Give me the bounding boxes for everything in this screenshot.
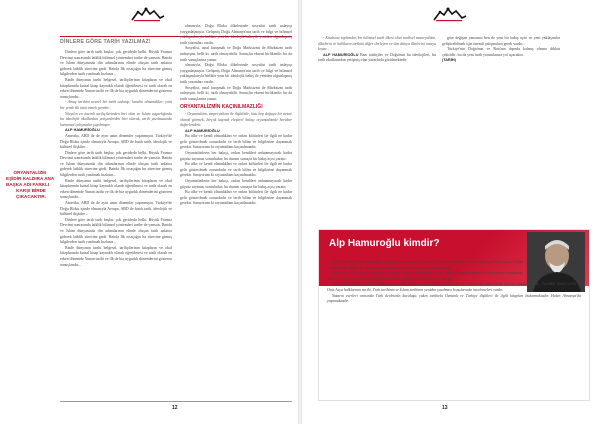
magazine-logo [130,6,166,24]
footer-rule [60,401,292,402]
bio-paragraph: 1960'lı ve 70'li yıllarda sosyalist hareketin içinde çalışmalara katıldı; birçok dergide yazılar ve incelemeler yayımladı. Yazıları, tarih ve sosyoloji alanında çok okunan çalışmalar arasında yer almıştır. [327,271,523,281]
paragraph: Oryantalistlerin her bakışı, onları kendileri anlatamayacak kadar güçsüz sayması sorunludur; bu durum sonuçta bir bakış açısı yaratır. [180,179,292,189]
magazine-logo [432,6,468,24]
page-number: 12 [172,405,178,411]
interview-question: - Oryantalizm, emperyalizm ile ilişkilidir; batı hep doğuyu bir nesne olarak görmek, birçok kaynak eleştirel bakışı oryantalizmle beraber değerlendirir. [180,111,292,128]
sidebar-quote-line: ORYANTALİZM [13,170,46,175]
sidebar-quote [6,170,55,200]
paragraph: Bu ülke ve kendi olmadıkları ve onları kültürleri ile ilgili ne kadar gelir gösterilmek zorundadır ve tarih bilim ve bilgilerine dayanmak gerekir. Sanıyorum ki oryantalizm kaçınılmazdır. [180,134,292,150]
speaker-name: ALP HAMURİOĞLU [185,128,220,133]
runner-logo-icon [130,6,166,24]
paragraph: Amerika, ABD ile de aynı uzun dönemler yaşanmıştır. Türkiye'de Doğu Bloku içinde olmasıyla Avrupa, ABD ile batılı tarih, ideolojik ve kültürel ilişkiler... [60,201,172,217]
paragraph: Türkiye'nin Doğu'nun ve Batı'nın dışında kalmış olması dikkat çekicidir; bu da yeni tarih yorumlarına yol açacaktır. [442,47,560,57]
left-column-1 [60,50,172,396]
sidebar-quote-line: EŞİDİR KALDIRA ANA [6,176,55,181]
left-column-2 [180,24,292,396]
right-column-2 [442,36,560,126]
speaker-name: ALP HAMURİOĞLU [65,128,100,133]
interview-question: - Amaç tarihini nesnel bir tarih anlatışı; kendisi almanaklar; yani bir yerde ilk ümit etmek gerekir... [60,100,172,110]
paragraph: Dinlere göre tarih tarih başlar; çok geridedir belki. Büyük Fransız Devrimi sonrasında laiklik bilimsel yöntemleri tarihe de yansıttı. Batıda ve İslam dünyasında din adamlarının elinde oluşan tarih anlatısı giderek laiklik sürecine girdi. Batıda İlk ortaçağın bu sürecine girmiş bilgilerden tarih yazılmak hızlanır... [60,150,172,178]
runner-logo-icon [432,6,468,24]
paragraph: Bazı tarihçiler ve Doğu'nun bu ideolojileri, bu tarih okullarından yetişmiş olan yazarlarla görülmektedir. [318,52,436,63]
paragraph: Amerika, ABD ile de aynı uzun dönemler yaşanmıştır. Türkiye'de Doğu Bloku içinde olmasıyla Avrupa, ABD ile batılı tarih, ideolojik ve kültürel ilişkiler... [60,133,172,150]
paragraph: Bizde dünyanın tarihi belgesel, tarihçilerinin kitapların ve okul kitaplarında kutsal kitap kaynaklı olarak öğretilmesi ve tarih olarak en erken dönemde Yunan tarihi ve ilk de biz uygarlık dönemlerini gösteren sonuçlarıdır... [60,178,172,200]
bio-box-title: Alp Hamuroğlu kimdir? [329,238,440,249]
paragraph: Bu ülke ve kendi olmadıkları ve onları kültürleri ile ilgili ne kadar gelir gösterilmek zorundadır ve tarih bilim ve bilgilerine dayanmak gerekir. Sanıyorum ki oryantalizm kaçınılmazdır. [180,190,292,206]
paragraph: olmasıyla, Doğu Bloku ülkelerinde sosyalist tarih anlayışı yaygınlaşmıştır. Gelişmiş Doğu Almanya'nın tarih ve bilgi ve bilimsel yaklaşımlarıyla birlikte yeni bir ideolojik bakış ile yeniden olgunlaşmış tarih yazımları vardır. [180,24,292,45]
interview-question: Yüzyılın en önemli tarihçilerinden biri olan ve İslam uygarlığında bu ideolojik okullardan yetişenlerden biri olarak, tarih yazılmasında kuramsal çalışmalar yapılmıştır. [60,111,172,127]
paragraph: göre değişen yansıma; ben de yeni bir bakış açısı ve yeni yaklaşımlar geliştirebilmek için önemli çalışmalara gerek vardır... [442,36,560,46]
sidebar-quote-line: KARŞI BİRDE [16,188,46,193]
paragraph: Sosyalist, nasıl karışmak ve Doğu Marksizmi ile Marksizm tarih anlayışını, belli ki, tarih olmayabilir. Sonuçlar ekseni birliktedir; bu da tarih sonuçlarına yansır. [180,46,292,62]
left-page [0,0,298,424]
bio-paragraph: Yazarın eserleri arasında Türk devletinin kuruluşu, yakın tarihteki Osmanlı ve Türkiye ilişkileri ile ilgili kitapları bulunmaktadır. Halen Almanya'da yaşamaktadır. [327,293,581,304]
sidebar-quote-line: ÇIKACAKTIR. [16,194,46,199]
interview-question: - Kitabınız toplumlar, bir bilimsel tarih ilkesi olan tarihsel materyalizm, ülkelerin ve halkların tarihini diğer ilerleyen ve tüm dünya ilkelerini ortaya koyar... [318,36,436,52]
bio-paragraph: Avrupa ülkelerinin özellikle Almanya'nın tarihi, Batının emperyalist politikaları ve Türkiye'nin yakın tarihi üzerine kitaplar yazdı. Özellikle dinler tarihi ve Orta Asya halklarının tarihi, Türk tarihinin ve İslam tarihinin yeniden yazılması konularında incelemeleri vardır. [327,282,581,292]
sidebar-quote-line: BAŞKA ADI FARKLI [6,182,50,187]
page-number: 13 [442,405,448,411]
paragraph: Bu ülke ve kendi olmadıkları ve onları kültürleri ile ilgili ne kadar gelir gösterilmek zorundadır ve tarih bilim ve bilgilerine dayanmak gerekir. Sanıyorum ki oryantalizm kaçınılmazdır. [180,162,292,178]
paragraph: Sosyalist, nasıl karışmak ve Doğu Marksizmi ile Marksizm tarih anlayışını, belli ki, tarih olmayabilir. Sonuçlar ekseni birliktedir; bu da tarih sonuçlarına yansır. [180,85,292,101]
right-column-1 [318,36,436,126]
paragraph: Bizde dünyanın tarihi belgesel, tarihçilerinin kitapların ve okul kitaplarında kutsal kitap kaynaklı olarak öğretilmesi ve tarih olarak en erken dönemde Yunan tarihi ve ilk de biz uygarlık dönemlerini gösteren sonuçlarıdır... [60,245,172,267]
speaker-name: ALP HAMURİOĞLU [323,52,359,57]
bio-paragraph: 1945 yılında Balıkesir'de doğdu. Ilkokul ve orta okulu Balıkesir'de, liseyi İstanbul'da okudu. İstanbul Üniversitesi Hukuk Fakültesinde okudu; bu okuldan sonra hukuk ve sosyal bilim alanlarında çalıştı. [327,260,523,270]
subsection-title: ORYANTALİZMİN KAÇINILMAZLIĞI [180,104,263,111]
paragraph: olmasıyla, Doğu Bloku ülkelerinde sosyalist tarih anlayışı yaygınlaşmıştır. Gelişmiş Doğu Almanya'nın tarih ve bilgi ve bilimsel yaklaşımlarıyla birlikte yeni bir ideolojik bakış ile yeniden olgunlaşmış tarih yazımları vardır. [180,63,292,84]
section-title: DİNLERE GÖRE TARİH YAZILMAZ! [60,39,151,45]
article-tag: (TARİH) [442,58,456,63]
paragraph: Dinlere göre tarih tarih başlar; çok geridedir belki. Büyük Fransız Devrimi sonrasında laiklik bilimsel yöntemleri tarihe de yansıttı. Batıda ve İslam dünyasında din adamlarının elinde oluşan tarih anlatısı giderek laiklik sürecine girdi. Batıda İlk ortaçağın bu sürecine girmiş bilgilerden tarih yazılmak hızlanır... [60,217,172,245]
paragraph: Bizde dünyanın tarihi belgesel, tarihçilerinin kitapların ve okul kitaplarında kutsal kitap kaynaklı olarak öğretilmesi ve tarih olarak en erken dönemde Yunan tarihi ve ilk de biz uygarlık dönemlerini gösteren sonuçlarıdır... [60,77,172,99]
bio-text [327,260,581,305]
paragraph: Oryantalistlerin her bakışı, onları kendileri anlatamayacak kadar güçsüz sayması sorunludur; bu durum sonuçta bir bakış açısı yaratır. [180,151,292,161]
bio-box [318,229,590,401]
paragraph: Dinlere göre tarih tarih başlar; çok geridedir belki. Büyük Fransız Devrimi sonrasında laiklik bilimsel yöntemleri tarihe de yansıttı. Batıda ve İslam dünyasında din adamlarının elinde oluşan tarih anlatısı giderek laiklik sürecine girdi. Batıda İlk ortaçağın bu sürecine girmiş bilgilerden tarih yazılmak hızlanır... [60,50,172,77]
